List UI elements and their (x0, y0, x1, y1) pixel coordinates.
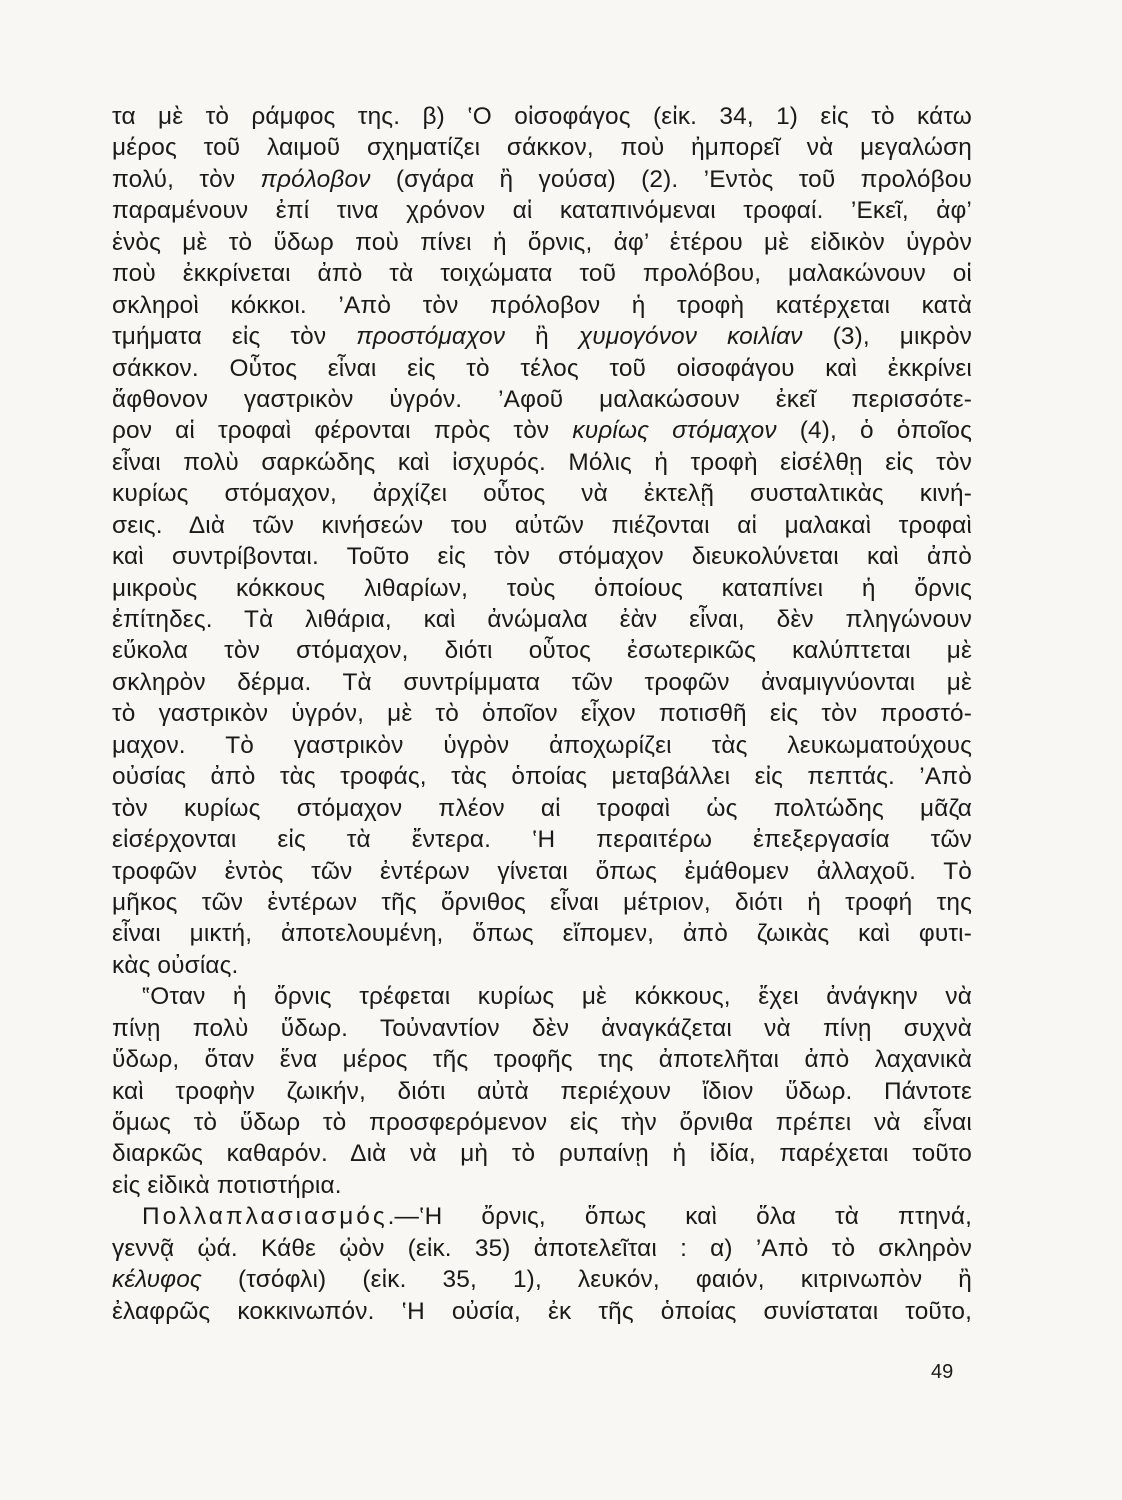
text-line: Πολλαπλασιασμός.—‛Η ὄρνις, ὅπως καὶ ὅλα τὰ πτηνά, (142, 1203, 972, 1231)
text-line: κυρίως στόμαχον, ἀρχίζει οὗτος νὰ ἐκτελῇ συσταλτικὰς κινή- (112, 480, 972, 508)
text-line: γεννᾷ ᾠά. Κάθε ᾠὸν (εἰκ. 35) ἀποτελεῖται : α) ’Απὸ τὸ σκληρὸν (112, 1234, 972, 1262)
term-italic: πρόλοβον (260, 165, 371, 193)
text-line: κὰς οὐσίας. (112, 951, 239, 979)
text-line: ἐλαφρῶς κοκκινωπόν. ‛Η οὐσία, ἐκ τῆς ὁποίας συνίσταται τοῦτο, (112, 1297, 972, 1325)
text-line: ρον αἱ τροφαὶ φέρονται πρὸς τὸν κυρίως στόμαχον (4), ὁ ὁποῖος (112, 417, 972, 445)
text-line: διαρκῶς καθαρόν. Διὰ νὰ μὴ τὸ ρυπαίνῃ ἡ ἰδία, παρέχεται τοῦτο (112, 1140, 972, 1168)
text-line: εὔκολα τὸν στόμαχον, διότι οὗτος ἐσωτερικῶς καλύπτεται μὲ (112, 637, 972, 665)
text-line: εἰς εἰδικὰ ποτιστήρια. (112, 1171, 342, 1199)
text-line: σκληροὶ κόκκοι. ’Απὸ τὸν πρόλοβον ἡ τροφὴ κατέρχεται κατὰ (112, 291, 972, 319)
section-heading: Πολλαπλασιασμός (142, 1203, 388, 1231)
text-line: ‟Οταν ἡ ὄρνις τρέφεται κυρίως μὲ κόκκους, ἔχει ἀνάγκην νὰ (142, 983, 972, 1011)
text-line: μαχον. Τὸ γαστρικὸν ὑγρὸν ἀποχωρίζει τὰς λευκωματούχους (112, 731, 972, 759)
text-line: ὅμως τὸ ὕδωρ τὸ προσφερόμενον εἰς τὴν ὄρνιθα πρέπει νὰ εἶναι (112, 1109, 972, 1136)
text-line: κέλυφος (τσόφλι) (εἰκ. 35, 1), λευκόν, φαιόν, κιτρινωπὸν ἢ (112, 1266, 972, 1294)
text-line: τα μὲ τὸ ράμφος της. β) ‛Ο οἰσοφάγος (εἰκ. 34, 1) εἰς τὸ κάτω (112, 103, 972, 130)
text-line: σεις. Διὰ τῶν κινήσεών του αὐτῶν πιέζονται αἱ μαλακαὶ τροφαὶ (112, 511, 972, 539)
text-line: παραμένουν ἐπί τινα χρόνον αἱ καταπινόμεναι τροφαί. ’Εκεῖ, ἀφ’ (112, 197, 972, 225)
text-line: ἐπίτηδες. Τὰ λιθάρια, καὶ ἀνώμαλα ἐὰν εἶναι, δὲν πληγώνουν (112, 606, 972, 633)
term-italic: προστόμαχον (356, 323, 506, 351)
text-line: τὸν κυρίως στόμαχον πλέον αἱ τροφαὶ ὡς πολτώδης μᾶζα (112, 794, 972, 822)
text-line: εἰσέρχονται εἰς τὰ ἔντερα. ‛Η περαιτέρω ἐπεξεργασία τῶν (112, 826, 972, 854)
text-line: πολύ, τὸν πρόλοβον (σγάρα ἢ γούσα) (2). ’Εντὸς τοῦ προλόβου (112, 165, 972, 193)
text-line: μῆκος τῶν ἐντέρων τῆς ὄρνιθος εἶναι μέτριον, διότι ἡ τροφή της (112, 888, 972, 916)
text-line: τμήματα εἰς τὸν προστόμαχον ἢ χυμογόνον κοιλίαν (3), μικρὸν (112, 323, 973, 351)
term-italic: χυμογόνον κοιλίαν (578, 323, 803, 351)
page-number: 49 (931, 1361, 954, 1383)
text-line: ἄφθονον γαστρικὸν ὑγρόν. ’Αφοῦ μαλακώσουν ἐκεῖ περισσότε- (112, 385, 972, 413)
text-line: σκληρὸν δέρμα. Τὰ συντρίμματα τῶν τροφῶν ἀναμιγνύονται μὲ (112, 668, 972, 696)
text-line: εἶναι μικτή, ἀποτελουμένη, ὅπως εἴπομεν, ἀπὸ ζωικὰς καὶ φυτι- (112, 920, 972, 948)
text-line: πίνῃ πολὺ ὕδωρ. Τοὐναντίον δὲν ἀναγκάζεται νὰ πίνῃ συχνὰ (112, 1014, 972, 1042)
text-line: μικροὺς κόκκους λιθαρίων, τοὺς ὁποίους καταπίνει ἡ ὄρνις (112, 574, 972, 602)
text-line: καὶ συντρίβονται. Τοῦτο εἰς τὸν στόμαχον διευκολύνεται καὶ ἀπὸ (112, 543, 972, 571)
term-italic: κέλυφος (112, 1266, 202, 1294)
text-line: ποὺ ἐκκρίνεται ἀπὸ τὰ τοιχώματα τοῦ προλόβου, μαλακώνουν οἱ (112, 260, 972, 288)
body-text (112, 101, 972, 1327)
text-line: καὶ τροφὴν ζωικήν, διότι αὐτὰ περιέχουν ἴδιον ὕδωρ. Πάντοτε (112, 1077, 972, 1105)
text-line: ὕδωρ, ὅταν ἕνα μέρος τῆς τροφῆς της ἀποτελῆται ἀπὸ λαχανικὰ (112, 1046, 972, 1074)
text-line: σάκκον. Οὗτος εἶναι εἰς τὸ τέλος τοῦ οἰσοφάγου καὶ ἐκκρίνει (112, 354, 972, 382)
text-line: ἑνὸς μὲ τὸ ὕδωρ ποὺ πίνει ἡ ὄρνις, ἀφ’ ἑτέρου μὲ εἰδικὸν ὑγρὸν (112, 228, 972, 256)
text-line: τροφῶν ἐντὸς τῶν ἐντέρων γίνεται ὅπως ἐμάθομεν ἀλλαχοῦ. Τὸ (112, 857, 972, 885)
term-italic: κυρίως στόμαχον (572, 417, 777, 445)
text-line: εἶναι πολὺ σαρκώδης καὶ ἰσχυρός. Μόλις ἡ τροφὴ εἰσέλθῃ εἰς τὸν (112, 448, 972, 476)
text-line: μέρος τοῦ λαιμοῦ σχηματίζει σάκκον, ποὺ ἠμπορεῖ νὰ μεγαλώση (112, 134, 972, 162)
text-line: οὐσίας ἀπὸ τὰς τροφάς, τὰς ὁποίας μεταβάλλει εἰς πεπτάς. ’Απὸ (112, 763, 972, 791)
text-line: τὸ γαστρικὸν ὑγρόν, μὲ τὸ ὁποῖον εἶχον ποτισθῆ εἰς τὸν προστό- (112, 700, 972, 728)
